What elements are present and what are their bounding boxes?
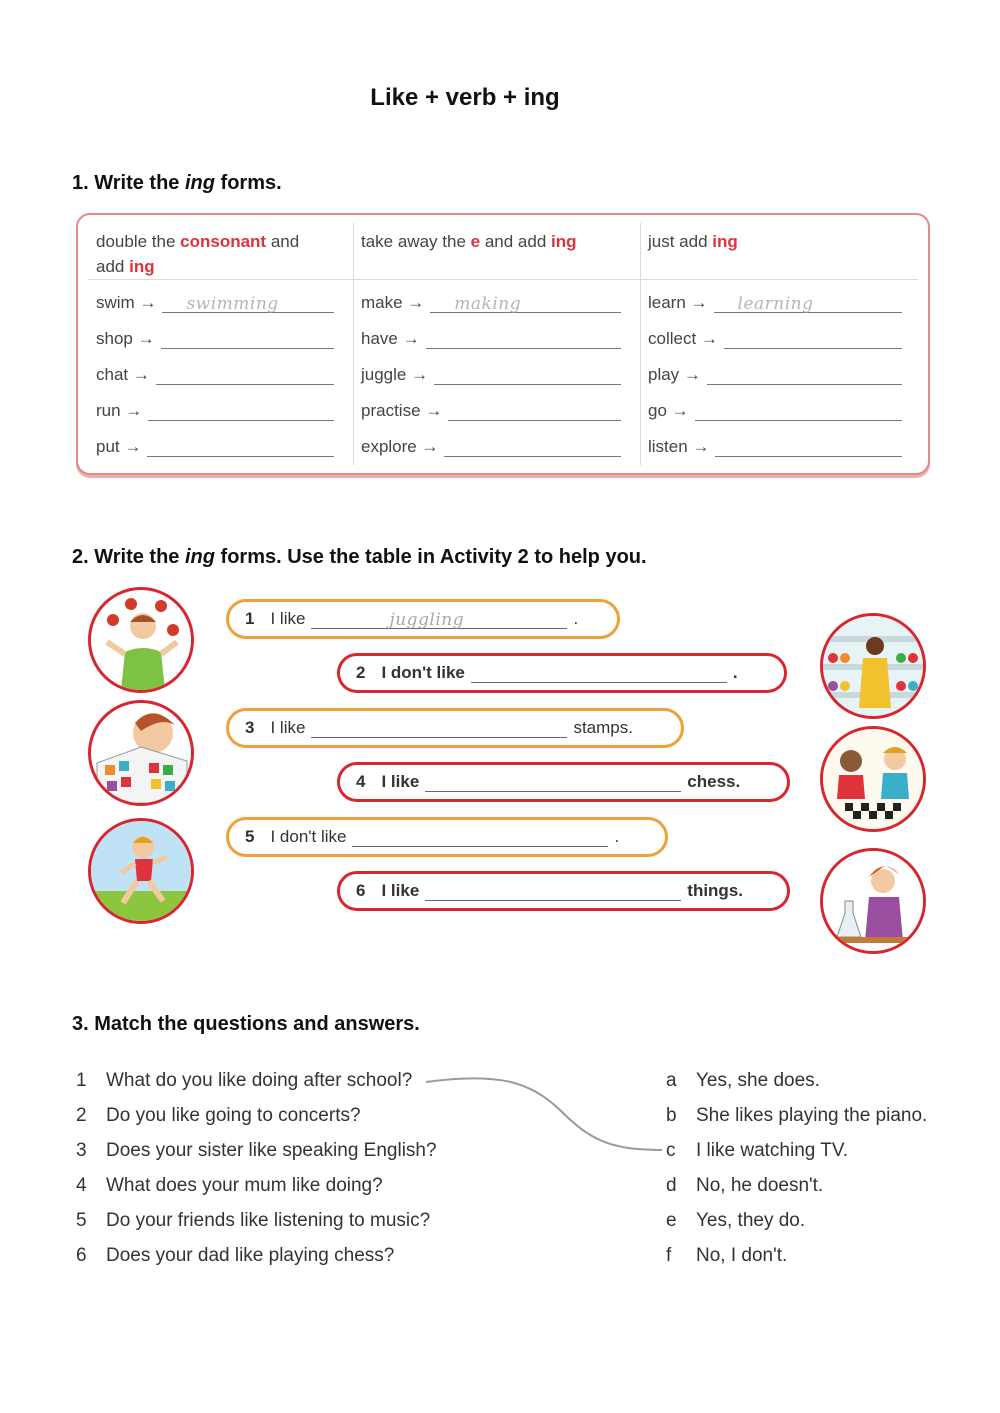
bubble-end-text: . [732, 663, 738, 682]
answer-letter: a [666, 1070, 677, 1091]
answer-text: She likes playing the piano. [696, 1105, 928, 1126]
bubble-text: I don't like [381, 663, 465, 682]
running-boy-illustration [91, 821, 191, 921]
answer-letter: d [666, 1175, 677, 1196]
chess-players-picture [820, 726, 926, 832]
question-text: What do you like doing after school? [106, 1070, 413, 1091]
example-match-line [420, 1070, 670, 1160]
shopping-girl-illustration [823, 616, 923, 716]
question-text: Do you like going to concerts? [106, 1105, 361, 1126]
answer-blank[interactable] [448, 400, 621, 421]
header-highlight: ing [712, 232, 738, 251]
base-verb: juggle → [361, 365, 429, 384]
table-row [96, 289, 334, 313]
example-answer: juggling [389, 609, 465, 630]
answer-blank[interactable] [147, 436, 334, 457]
header-text: and add [480, 232, 551, 251]
answer-blank[interactable] [156, 364, 334, 385]
table-row [648, 289, 902, 313]
header-divider [88, 279, 918, 280]
header-text: double the [96, 232, 181, 251]
answer-item [666, 1101, 927, 1131]
bubble-number: 4 [356, 772, 366, 791]
table-row [361, 397, 621, 421]
header-highlight: ing [551, 232, 577, 251]
bubble-text: I like [381, 772, 420, 791]
speech-bubble-6 [337, 871, 790, 911]
table-row [96, 325, 334, 349]
base-verb: chat → [96, 365, 150, 384]
question-number: 4 [76, 1175, 87, 1196]
question-text: Does your sister like speaking English? [106, 1140, 437, 1161]
speech-bubble-5 [226, 817, 668, 857]
table-row [361, 361, 621, 385]
juggling-boy-illustration [91, 590, 191, 690]
bubble-text: I don't like [270, 827, 347, 846]
answer-blank[interactable] [425, 882, 681, 901]
answer-blank[interactable] [695, 400, 902, 421]
bubble-text: I like [270, 609, 306, 628]
base-verb: run → [96, 401, 143, 420]
speech-bubble-4 [337, 762, 790, 802]
speech-bubble-3 [226, 708, 684, 748]
question-number: 2 [76, 1105, 87, 1126]
example-answer: making [454, 294, 522, 314]
question-text: Do your friends like listening to music? [106, 1210, 431, 1231]
answer-item [666, 1171, 823, 1201]
column-header-take-away-e [361, 229, 631, 254]
base-verb: learn → [648, 293, 708, 312]
answer-blank[interactable] [352, 828, 608, 847]
header-text: just add [648, 232, 713, 251]
answer-letter: e [666, 1210, 677, 1231]
ing-forms-table [76, 213, 930, 475]
question-item [76, 1101, 361, 1131]
table-row [96, 433, 334, 457]
table-row [361, 325, 621, 349]
heading-text: forms. [215, 172, 282, 194]
answer-blank[interactable] [425, 773, 681, 792]
question-text: Does your dad like playing chess? [106, 1245, 395, 1266]
column-divider [640, 223, 641, 465]
base-verb: explore → [361, 437, 439, 456]
answer-text: No, I don't. [696, 1245, 788, 1266]
question-number: 5 [76, 1210, 87, 1231]
question-item [76, 1136, 437, 1166]
column-divider [353, 223, 354, 465]
base-verb: go → [648, 401, 689, 420]
heading-text: forms. Use the table in Activity 2 to help you. [215, 546, 647, 568]
heading-em: ing [185, 172, 215, 194]
column-header-just-add [648, 229, 908, 254]
bubble-number: 1 [245, 609, 255, 628]
answer-letter: c [666, 1140, 676, 1161]
question-text: What does your mum like doing? [106, 1175, 383, 1196]
example-answer: learning [737, 294, 814, 314]
page-title: Like + verb + ing [370, 84, 560, 111]
header-text: and [266, 232, 300, 251]
answer-blank[interactable] [162, 292, 334, 313]
answer-blank[interactable] [426, 328, 621, 349]
heading-text: 1. Write the [72, 172, 185, 194]
answer-blank[interactable] [444, 436, 621, 457]
experiment-girl-illustration [823, 851, 923, 951]
bubble-text: I like [270, 718, 306, 737]
stamp-album-picture [88, 700, 194, 806]
answer-blank[interactable] [434, 364, 621, 385]
question-item [76, 1206, 430, 1236]
bubble-number: 6 [356, 881, 366, 900]
question-number: 6 [76, 1245, 87, 1266]
juggling-boy-picture [88, 587, 194, 693]
answer-blank[interactable] [148, 400, 334, 421]
header-highlight: consonant [180, 232, 267, 251]
bubble-end-text: chess. [687, 772, 741, 791]
base-verb: collect → [648, 329, 718, 348]
bubble-number: 3 [245, 718, 255, 737]
answer-blank[interactable] [471, 664, 727, 683]
table-row [361, 289, 621, 313]
answer-blank[interactable] [430, 292, 621, 313]
base-verb: make → [361, 293, 425, 312]
question-item [76, 1241, 394, 1271]
answer-text: No, he doesn't. [696, 1175, 824, 1196]
question-number: 1 [76, 1070, 87, 1091]
heading-text: 2. Write the [72, 546, 185, 568]
answer-blank[interactable] [715, 436, 902, 457]
header-text: take away the [361, 232, 471, 251]
answer-item [666, 1241, 787, 1271]
header-highlight: ing [129, 257, 155, 276]
answer-text: Yes, they do. [696, 1210, 806, 1231]
experiment-girl-picture [820, 848, 926, 954]
section3-heading: 3. Match the questions and answers. [72, 1013, 420, 1035]
bubble-number: 5 [245, 827, 255, 846]
answer-text: Yes, she does. [696, 1070, 820, 1091]
table-row [648, 325, 902, 349]
answer-blank[interactable] [161, 328, 334, 349]
section2-heading [72, 546, 647, 569]
header-text: add [96, 257, 130, 276]
column-header-double-consonant [96, 229, 346, 279]
base-verb: have → [361, 329, 420, 348]
question-item [76, 1171, 383, 1201]
table-row [96, 397, 334, 421]
heading-em: ing [185, 546, 215, 568]
answer-item [666, 1136, 848, 1166]
bubble-text: I like [381, 881, 420, 900]
base-verb: listen → [648, 437, 710, 456]
chess-players-illustration [823, 729, 923, 829]
base-verb: shop → [96, 329, 155, 348]
answer-letter: f [666, 1245, 672, 1266]
stamp-album-illustration [91, 703, 191, 803]
bubble-end-text: stamps. [573, 718, 633, 737]
question-number: 3 [76, 1140, 87, 1161]
speech-bubble-1 [226, 599, 620, 639]
base-verb: put → [96, 437, 142, 456]
table-row [648, 361, 902, 385]
answer-blank[interactable] [714, 292, 902, 313]
answer-letter: b [666, 1105, 677, 1126]
running-boy-picture [88, 818, 194, 924]
bubble-end-text: . [573, 609, 579, 628]
base-verb: practise → [361, 401, 443, 420]
table-row [96, 361, 334, 385]
question-item [76, 1066, 412, 1096]
answer-text: I like watching TV. [696, 1140, 849, 1161]
answer-blank[interactable] [311, 719, 567, 738]
table-row [361, 433, 621, 457]
answer-item [666, 1066, 820, 1096]
table-row [648, 397, 902, 421]
speech-bubble-2 [337, 653, 787, 693]
section1-heading [72, 172, 282, 195]
bubble-number: 2 [356, 663, 366, 682]
bubble-end-text: things. [687, 881, 743, 900]
base-verb: swim → [96, 293, 157, 312]
base-verb: play → [648, 365, 701, 384]
table-row [648, 433, 902, 457]
shopping-girl-picture [820, 613, 926, 719]
bubble-end-text: . [614, 827, 620, 846]
answer-blank[interactable] [311, 610, 567, 629]
answer-blank[interactable] [724, 328, 902, 349]
answer-item [666, 1206, 805, 1236]
example-answer: swimming [186, 294, 279, 314]
answer-blank[interactable] [707, 364, 902, 385]
header-highlight: e [470, 232, 481, 251]
